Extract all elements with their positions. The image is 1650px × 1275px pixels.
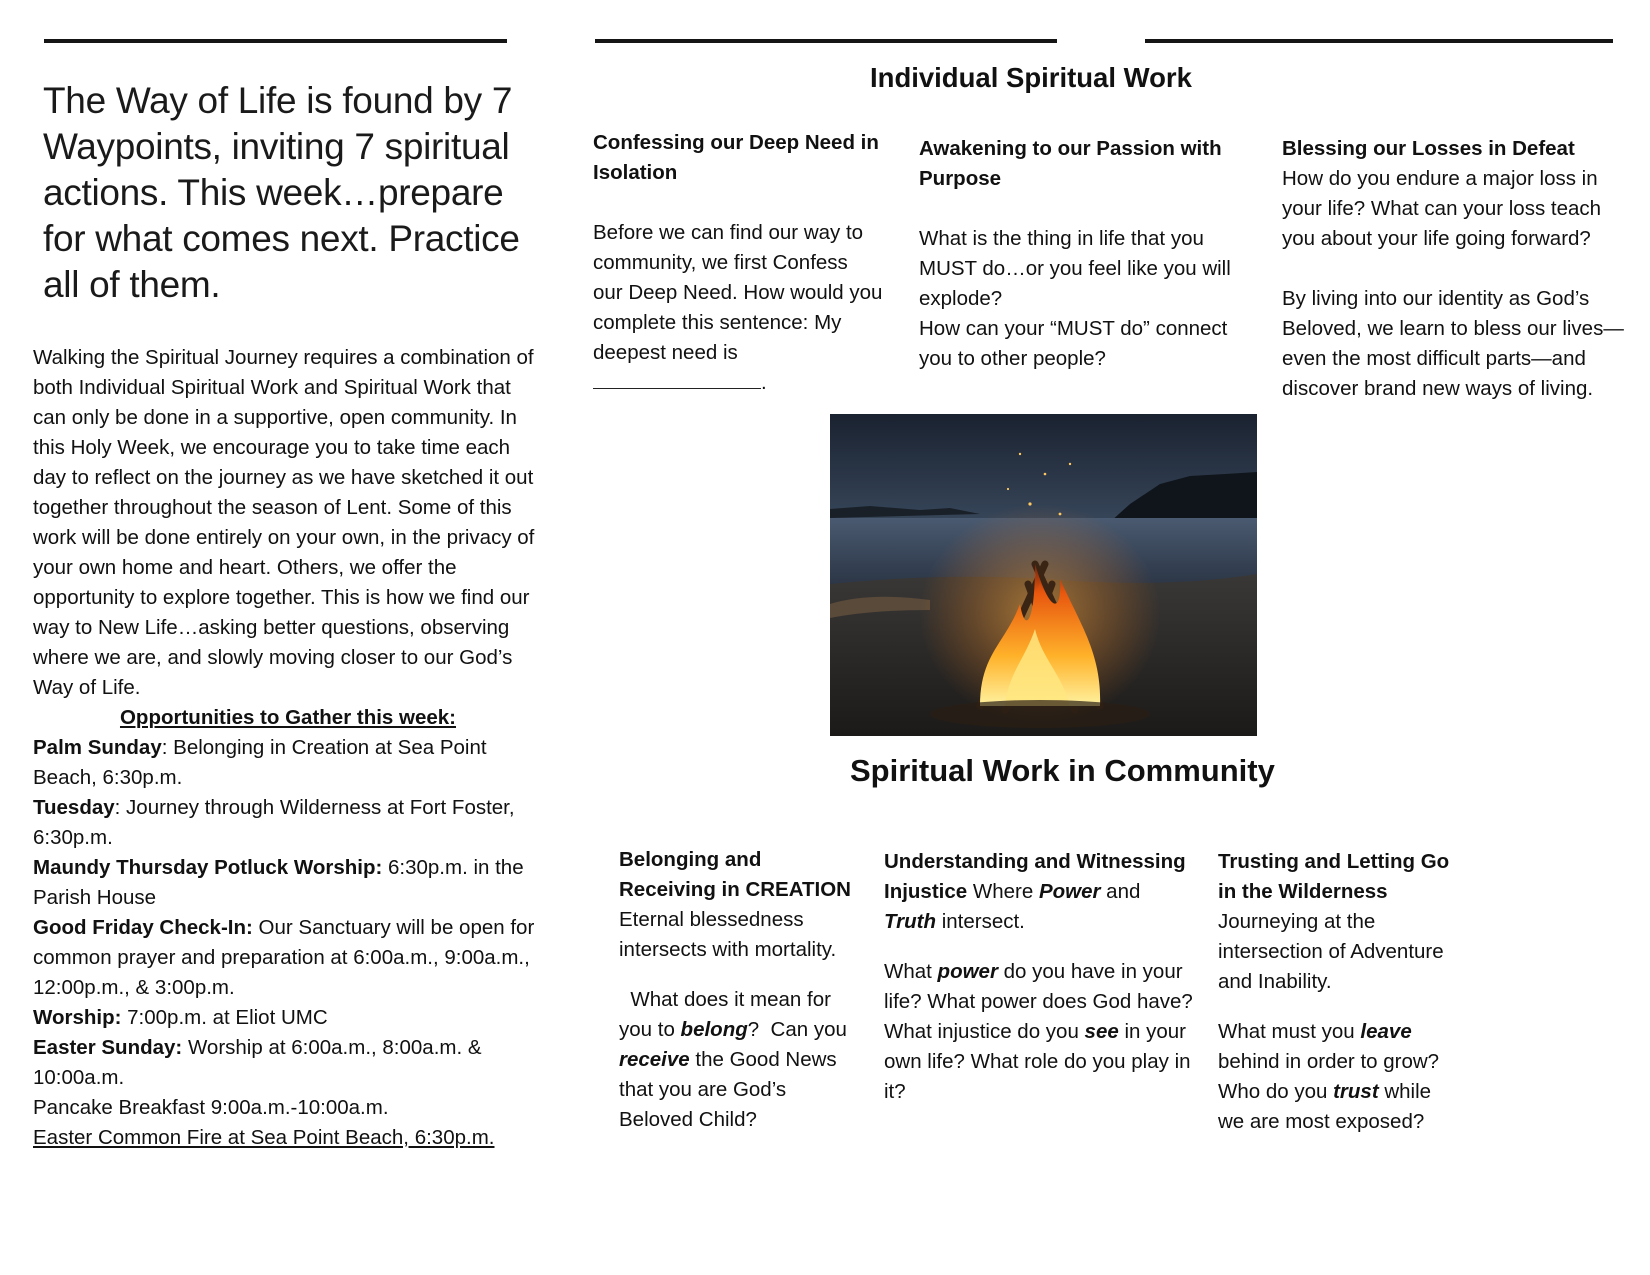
- campfire-illustration: [830, 414, 1257, 736]
- awakening-body-1: What is the thing in life that you MUST do…or you feel like you will explode?: [919, 227, 1231, 310]
- leave-emphasis: leave: [1360, 1020, 1412, 1043]
- belonging-intro: Eternal blessedness intersects with mortality.: [619, 908, 837, 961]
- schedule-item-label: Tuesday: [33, 796, 115, 819]
- understanding-question-text: What: [884, 960, 938, 983]
- confessing-column: [593, 128, 883, 398]
- trust-emphasis: trust: [1333, 1080, 1379, 1103]
- understanding-column: [884, 847, 1196, 1107]
- belonging-emphasis: belong: [680, 1018, 748, 1041]
- schedule-item-text: : Belonging in Creation at Sea Point Beach, 6:30p.m.: [33, 736, 487, 789]
- confessing-text: Before we can find our way to community, we first Confess our Deep Need. How would you complete this sentence: My deepest need is: [593, 221, 883, 364]
- headline: The Way of Life is found by 7 Waypoints, inviting 7 spiritual actions. This week…prepare for what comes next. Practice all of them.: [43, 80, 520, 305]
- easter-common-fire: Easter Common Fire at Sea Point Beach, 6:30p.m.: [33, 1126, 495, 1149]
- schedule-item: [33, 733, 543, 793]
- belonging-heading: Belonging and Receiving in CREATION: [619, 848, 851, 901]
- schedule-item-label: Worship:: [33, 1006, 122, 1029]
- schedule-item-text: : Journey through Wilderness at Fort Foster, 6:30p.m.: [33, 796, 515, 849]
- schedule-item: [33, 1033, 543, 1093]
- schedule-item-label: Maundy Thursday Potluck Worship:: [33, 856, 383, 879]
- belonging-question: [619, 985, 859, 1135]
- confessing-body: [593, 218, 883, 398]
- receive-emphasis: receive: [619, 1048, 690, 1071]
- belonging-question-text: What does it mean for you to: [619, 988, 837, 1041]
- trusting-question: [1218, 1017, 1458, 1137]
- schedule-item-text: Our Sanctuary will be open for common prayer and preparation at 6:00a.m., 9:00a.m., 12:00p.m., & 3:00p.m.: [33, 916, 535, 999]
- individual-work-title: Individual Spiritual Work: [870, 62, 1192, 93]
- schedule-item: [33, 1003, 543, 1033]
- schedule-item-text: 6:30p.m. in the Parish House: [33, 856, 524, 909]
- top-rule-right: [1145, 39, 1613, 43]
- blessing-body-1: How do you endure a major loss in your life? What can your loss teach you about your life going forward?: [1282, 167, 1602, 250]
- pancake-breakfast: Pancake Breakfast 9:00a.m.-10:00a.m.: [33, 1096, 389, 1119]
- schedule-list: [33, 733, 543, 1153]
- blessing-body-2: By living into our identity as God’s Beloved, we learn to bless our lives—even the most difficult parts—and discover brand new ways of living.: [1282, 287, 1624, 400]
- opportunities-heading: Opportunities to Gather this week:: [119, 706, 456, 729]
- schedule-item-label: Easter Sunday:: [33, 1036, 183, 1059]
- intro-panel: [33, 343, 543, 1153]
- top-rule-left: [44, 39, 507, 43]
- understanding-heading: Understanding and Witnessing Injustice: [884, 850, 1186, 903]
- understanding-question-text: in your own life? What role do you play in it?: [884, 1020, 1191, 1103]
- fill-in-blank: [593, 368, 761, 389]
- campfire-photo: [830, 414, 1257, 736]
- understanding-intro-text: Where: [967, 880, 1039, 903]
- see-emphasis: see: [1084, 1020, 1119, 1043]
- awakening-column: [919, 134, 1254, 374]
- blessing-column: [1282, 134, 1632, 404]
- trusting-column: [1218, 847, 1458, 1137]
- truth-emphasis: Truth: [884, 910, 937, 933]
- intro-paragraph: Walking the Spiritual Journey requires a combination of both Individual Spiritual Work and Spiritual Work that can only be done in a supportive, open community. In this Holy Week, we encourage you to take time each day to reflect on the journey as we have sketched it out together throughout the season of Lent. Some of this work will be done entirely on your own, in the privacy of your own home and heart. Others, we offer the opportunity to explore together. This is how we find our way to New Life…asking better questions, observing where we are, and slowly moving closer to our God’s Way of Life.: [33, 346, 535, 699]
- trusting-intro: Journeying at the intersection of Adventure and Inability.: [1218, 910, 1444, 993]
- blessing-heading: Blessing our Losses in Defeat: [1282, 137, 1575, 160]
- schedule-item-label: Good Friday Check-In:: [33, 916, 253, 939]
- schedule-item: [33, 793, 543, 853]
- schedule-item-label: Palm Sunday: [33, 736, 162, 759]
- schedule-item: [33, 853, 543, 913]
- belonging-question-text: ? Can you: [747, 1018, 853, 1041]
- trusting-heading: Trusting and Letting Go in the Wilderness: [1218, 850, 1450, 903]
- confessing-end: .: [761, 371, 767, 394]
- trusting-question-text: What must you: [1218, 1020, 1361, 1043]
- understanding-intro: [884, 847, 1196, 937]
- understanding-question-text: do you have in your life? What power does God have? What injustice do you: [884, 960, 1193, 1043]
- schedule-item-text: 7:00p.m. at Eliot UMC: [121, 1006, 328, 1029]
- top-rule-middle: [595, 39, 1057, 43]
- community-work-title: Spiritual Work in Community: [850, 753, 1275, 788]
- schedule-item-text: Worship at 6:00a.m., 8:00a.m. & 10:00a.m.: [33, 1036, 482, 1089]
- trusting-question-text: behind in order to grow? Who do you: [1218, 1050, 1440, 1103]
- understanding-question: [884, 957, 1196, 1107]
- understanding-intro-text: intersect.: [936, 910, 1025, 933]
- belonging-question-text: the Good News that you are God’s Beloved Child?: [619, 1048, 843, 1131]
- confessing-heading: Confessing our Deep Need in Isolation: [593, 131, 879, 184]
- awakening-body-2: How can your “MUST do” connect you to other people?: [919, 317, 1228, 370]
- power-question-emphasis: power: [937, 960, 998, 983]
- schedule-item: [33, 913, 543, 1003]
- power-emphasis: Power: [1038, 880, 1101, 903]
- belonging-column: [619, 845, 859, 1135]
- trusting-question-text: while we are most exposed?: [1218, 1080, 1432, 1133]
- understanding-intro-text: and: [1100, 880, 1141, 903]
- awakening-heading: Awakening to our Passion with Purpose: [919, 137, 1222, 190]
